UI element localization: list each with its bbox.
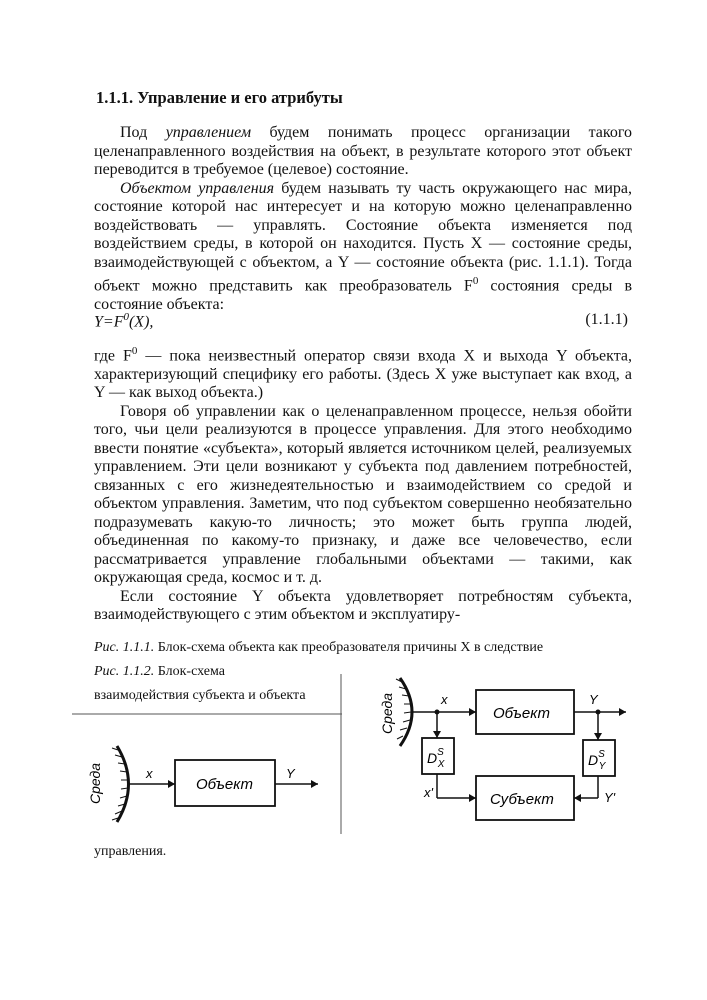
paragraph-3: где $F^0$ — пока неизвестный оператор связи входа X и выхода Y объекта, характеризующий специфику его работы. (Здесь X уже выступает как вход, а Y — как выход объекта.) [94, 345, 633, 402]
body-text-bottom [94, 342, 632, 625]
output-label-1: Y [286, 766, 295, 781]
env-arc-1 [117, 746, 129, 822]
object-label-2: Объект [493, 705, 551, 722]
env-label-1: Среда [87, 762, 103, 804]
x-prime-label: x' [424, 785, 433, 800]
y-prime-label: Y' [604, 790, 616, 805]
y-prime-arrowhead [574, 794, 581, 802]
output-arrowhead-2 [619, 708, 626, 716]
equation-1-1-1: $Y=F^0(X)$, (1.1.1) [94, 311, 628, 331]
paragraph-5: Если состояние Y объекта удовлетворяет потребностям субъекта, взаимодействующего с этим объектом и эксплуатиру- [94, 587, 632, 624]
equation-number: (1.1.1) [585, 311, 628, 328]
output-arrowhead-1 [311, 780, 318, 788]
figure-1-1-2 [340, 664, 636, 834]
paragraph-4: Говоря об управлении как о целенаправленном процессе, нельзя обойти того, чьи цели реализуются в процессе управления. Для этого необходимо ввести понятие «субъекта», который является источником целей, реализуемых управлением. Эти цели возникают у субъекта под давлением потребностей, связанных с его жизнедеятельностью и взаимодействием со средой и объектом управления. Заметим, что под субъектом совершенно необязательно подразумевать какую-то личность; это может быть группа людей, объединенная по какому-то признаку, и даже все человечество, если рассматривается управление глобальными объектами — такими, как окружающая среда, космос и т. д. [94, 402, 632, 587]
section-heading: 1.1.1. Управление и его атрибуты [96, 88, 343, 107]
env-label-2: Среда [379, 692, 395, 734]
sensor-x-in-arrowhead [433, 731, 441, 738]
sensor-y-in-arrowhead [594, 733, 602, 740]
subject-label: Субъект [490, 791, 554, 808]
output-label-2: Y [589, 692, 598, 707]
figure-caption-2: Рис. 1.1.2. Блок-схема взаимодействия субъекта и объекта [94, 664, 306, 703]
paragraph-1: Под управлением будем понимать процесс организации такого целенаправленного воздействия на объект, в результате которого этот объект переводится в требуемое (целевое) состояние. [94, 124, 632, 178]
figure-1-1-1 [72, 712, 344, 834]
input-label-1: x [146, 766, 153, 781]
figure-caption-1: Рис. 1.1.1. Блок-схема объекта как преобразователя причины X в следствие [94, 640, 544, 655]
input-arrowhead-2 [469, 708, 476, 716]
input-label-2: x [441, 692, 448, 707]
paragraph-2: Объектом управления будем называть ту часть окружающего нас мира, состояние которой нас интересует и на которую можно целенаправленно воздействовать — управлять. Состояние объекта изменяется под воздействием среды, в которой он находится. Пусть X — состояние среды, взаимодействующей с объектом, а Y — состояние объекта (рис. 1.1.1). Тогда объект можно представить как преобразователь $F^0$ состояния среды в состояние объекта: [94, 179, 633, 313]
object-label-1: Объект [196, 776, 254, 793]
input-arrowhead-1 [168, 780, 175, 788]
trailing-text: управления. [94, 844, 167, 859]
env-hatching-1 [112, 748, 128, 820]
sensor-x-label: $D^S$ X [427, 747, 445, 770]
body-text-top [94, 124, 632, 314]
sensor-y-label: $D^S$ Y [588, 749, 606, 772]
x-prime-arrowhead [469, 794, 476, 802]
